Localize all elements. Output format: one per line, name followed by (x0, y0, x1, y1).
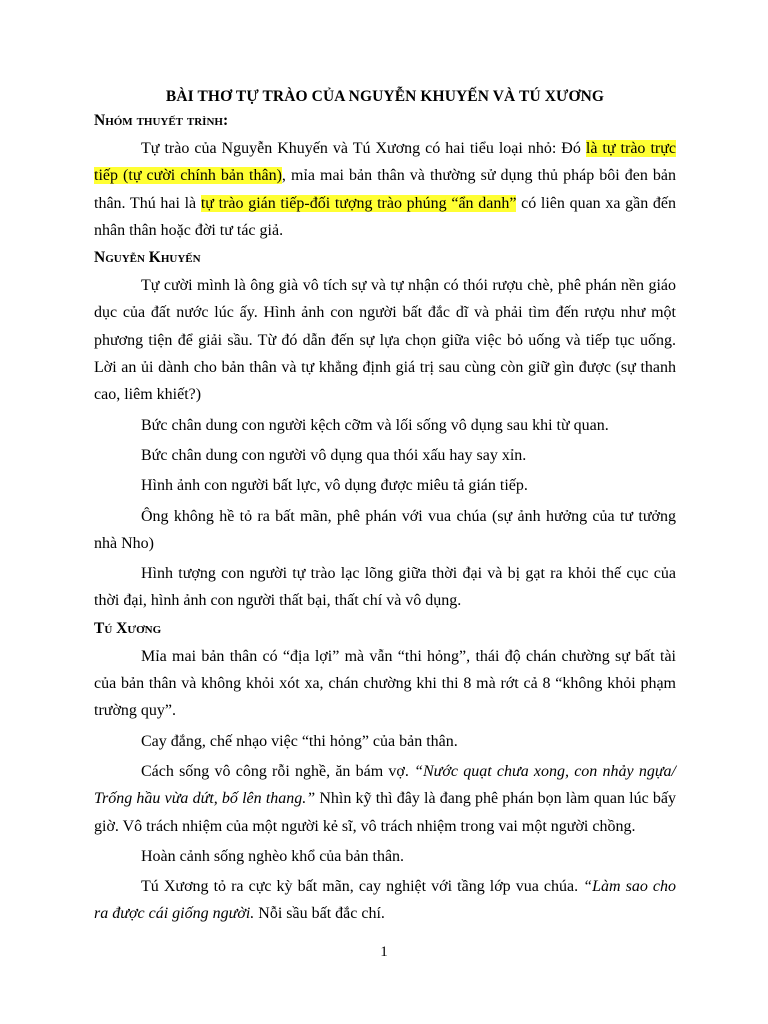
text-run: Tú Xương tỏ ra cực kỳ bất mãn, cay nghiệt với tầng lớp vua chúa. (141, 878, 584, 896)
paragraph: Bức chân dung con người kệch cỡm và lối sống vô dụng sau khi từ quan. (141, 416, 609, 434)
document-page (94, 86, 676, 931)
paragraph: Bức chân dung con người vô dụng qua thói xấu hay say xỉn. (141, 446, 527, 464)
paragraph: Mỉa mai bản thân có “địa lợi” mà vẫn “thi hỏng”, thái độ chán chường sự bất tài của bản thân và không khỏi xót xa, chán chường khi thi 8 mà rớt cả 8 “không khỏi phạm trường quy”. (94, 647, 676, 720)
highlighted-text: tự trào gián tiếp-đối tượng trào phúng “ẩn danh” (200, 194, 517, 212)
section-heading-group: Nhóm thuyết trình: (94, 112, 229, 129)
highlighted-text: là tự trào trực tiếp (tự cười chính bản thân) (94, 140, 676, 185)
paragraph (94, 758, 676, 840)
text-run: Tự trào của Nguyễn Khuyến và Tú Xương có hai tiểu loại nhỏ: Đó (141, 140, 586, 157)
page-number: 1 (380, 944, 388, 960)
text-run: Cách sống vô công rỗi nghề, ăn bám vợ. (141, 762, 415, 780)
quote-text: “Làm sao cho ra được cái giống người. (94, 878, 676, 923)
text-run: có liên quan xa gần đến nhân thân hoặc đời tư tác giả. (94, 194, 677, 239)
paragraph: Ông không hề tỏ ra bất mãn, phê phán với vua chúa (sự ảnh hưởng của tư tưởng nhà Nho) (94, 507, 676, 552)
section-heading-tu-xuong: Tú Xương (94, 619, 162, 637)
paragraph: Hoàn cảnh sống nghèo khổ của bản thân. (141, 847, 405, 865)
quote-text: “Nước quạt chưa xong, con nhảy ngựa/ Trống hầu vừa dứt, bố lên thang.” (94, 762, 677, 808)
paragraph (94, 873, 676, 928)
text-run: Nỗi sầu bất đắc chí. (254, 905, 385, 923)
intro-paragraph (94, 135, 676, 244)
text-run: , mỉa mai bản thân và thường sử dụng thủ pháp bôi đen bản thân. Thú hai là (94, 167, 677, 212)
section-heading-nguyen-khuyen: Nguyễn Khuyến (94, 249, 201, 267)
paragraph: Hình ảnh con người bất lực, vô dụng được miêu tả gián tiếp. (141, 477, 528, 495)
paragraph: Hình tượng con người tự trào lạc lõng giữa thời đại và bị gạt ra khỏi thế cục của thời đại, hình ảnh con người thất bại, thất chí và vô dụng. (94, 565, 676, 610)
paragraph: Tự cười mình là ông già vô tích sự và tự nhận có thói rượu chè, phê phán nền giáo dục của đất nước lúc ấy. Hình ảnh con người bất đắc dĩ và phải tìm đến rượu như một phương tiện để giải sầu. Từ đó dẫn đến sự lựa chọn giữa việc bỏ uống và tiếp tục uống. Lời an ủi dành cho bản thân và tự khẳng định giá trị sau cùng còn giữ gìn được (sự thanh cao, liêm khiết?) (94, 277, 676, 404)
paragraph: Cay đắng, chế nhạo việc “thi hỏng” của bản thân. (141, 732, 458, 750)
text-run: Nhìn kỹ thì đây là đang phê phán bọn làm quan lúc bấy giờ. Vô trách nhiệm của một người kẻ sĩ, vô trách nhiệm trong vai một người chồng. (94, 790, 676, 835)
document-title: BÀI THƠ TỰ TRÀO CỦA NGUYỄN KHUYẾN VÀ TÚ XƯƠNG (165, 88, 605, 105)
